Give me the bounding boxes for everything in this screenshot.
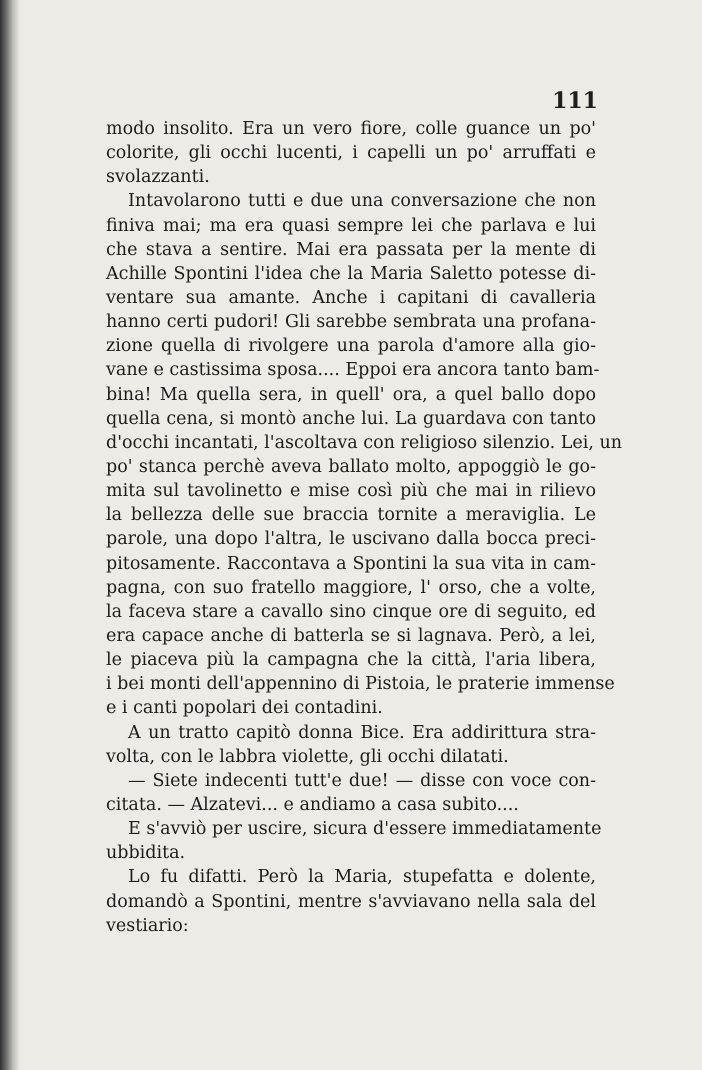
text-line: A un tratto capitò donna Bice. Era addirittura stra- (128, 722, 596, 743)
text-line: i bei monti dell'appennino di Pistoia, le praterie immense (106, 674, 615, 695)
text-line: pagna, con suo fratello maggiore, l' orso, che a volte, (106, 577, 596, 598)
body-text (106, 117, 622, 938)
text-line: E s'avviò per uscire, sicura d'essere immediatamente (128, 819, 602, 840)
text-line: che stava a sentire. Mai era passata per la mente di (106, 239, 596, 260)
text-line: pitosamente. Raccontava a Spontini la sua vita in cam- (106, 553, 596, 574)
text-line: Lo fu difatti. Però la Maria, stupefatta e dolente, (128, 867, 596, 888)
text-line: Achille Spontini l'idea che la Maria Saletto potesse di- (106, 263, 596, 284)
text-line: la faceva stare a cavallo sino cinque ore di seguito, ed (106, 601, 596, 622)
text-line: d'occhi incantati, l'ascoltava con religioso silenzio. Lei, un (106, 432, 622, 453)
text-line: la bellezza delle sue braccia tornite a meraviglia. Le (106, 505, 596, 526)
text-line: vane e castissima sposa.... Eppoi era ancora tanto bam- (106, 360, 600, 381)
text-line: e i canti popolari dei contadini. (106, 698, 383, 719)
text-line: ventare sua amante. Anche i capitani di cavalleria (106, 287, 596, 308)
text-line: era capace anche di batterla se si lagnava. Però, a lei, (106, 625, 596, 646)
text-line: finiva mai; ma era quasi sempre lei che parlava e lui (106, 215, 596, 236)
text-line: mita sul tavolinetto e mise così più che mai in rilievo (106, 481, 596, 502)
text-line: — Siete indecenti tutt'e due! — disse con voce con- (128, 770, 596, 791)
binding-gutter (0, 0, 20, 1070)
text-line: colorite, gli occhi lucenti, i capelli un po' arruffati e (106, 143, 596, 164)
text-line: parole, una dopo l'altra, le uscivano dalla bocca preci- (106, 529, 596, 550)
text-line: hanno certi pudori! Gli sarebbe sembrata una profana- (106, 312, 596, 333)
text-line: modo insolito. Era un vero fiore, colle guance un po' (106, 119, 596, 139)
page-number: 111 (552, 88, 598, 114)
text-line: zione quella di rivolgere una parola d'amore alla gio- (106, 336, 596, 357)
text-line: po' stanca perchè aveva ballato molto, appoggiò le go- (106, 456, 596, 477)
text-line: Intavolarono tutti e due una conversazione che non (128, 191, 596, 212)
text-line: vestiario: (106, 915, 189, 936)
text-line: citata. — Alzatevi... e andiamo a casa subito.... (106, 794, 519, 815)
text-line: svolazzanti. (106, 167, 210, 188)
text-line: bina! Ma quella sera, in quell' ora, a quel ballo dopo (106, 384, 596, 405)
text-line: ubbidita. (106, 843, 186, 864)
text-line: domandò a Spontini, mentre s'avviavano nella sala del (106, 891, 596, 912)
text-line: quella cena, si montò anche lui. La guardava con tanto (106, 408, 596, 429)
text-line: volta, con le labbra violette, gli occhi dilatati. (106, 746, 509, 767)
text-line: le piaceva più la campagna che la città, l'aria libera, (106, 650, 596, 671)
